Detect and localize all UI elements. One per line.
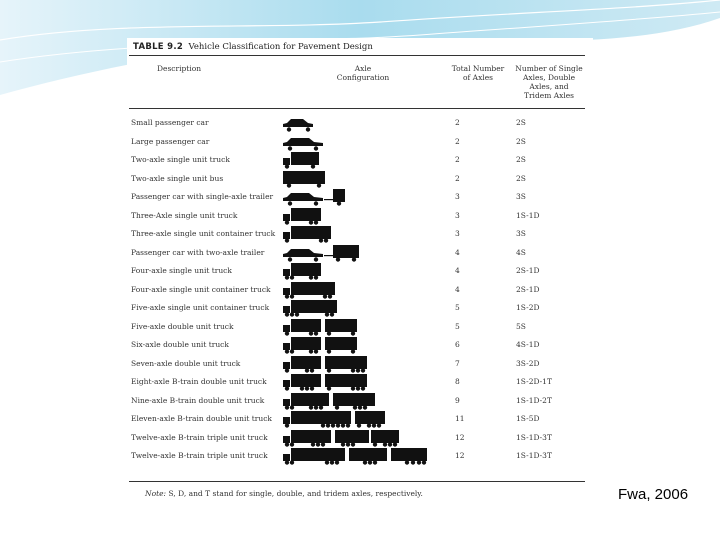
table-top-rule: [129, 55, 585, 56]
vehicle-description: Passenger car with two-axle trailer: [131, 247, 265, 257]
total-axles-value: 12: [455, 451, 465, 460]
table-row: [127, 355, 593, 374]
axle-types-value: 4S: [516, 247, 526, 257]
table-row: [127, 318, 593, 337]
axle-types-value: 2S-1D: [516, 284, 540, 294]
total-axles-value: 4: [455, 266, 460, 275]
vehicle-description: Large passenger car: [131, 136, 210, 146]
bus-silhouette-icon: [283, 171, 329, 188]
axle-types-value: 2S: [516, 118, 526, 127]
table-row: [127, 281, 593, 300]
total-axles-value: 12: [455, 432, 465, 442]
twelve-axle-btrain-2-silhouette-icon: [283, 448, 431, 465]
axle-types-value: 1S-5D: [516, 414, 540, 423]
axle-types-value: 5S: [516, 321, 526, 331]
table-row: [127, 207, 593, 226]
nine-axle-btrain-silhouette-icon: [283, 393, 379, 410]
table-row: [127, 429, 593, 448]
axle-types-value: 2S: [516, 173, 526, 183]
axle-types-value: 2S: [516, 155, 526, 164]
header-bottom-rule: [129, 108, 585, 109]
table-row: [127, 410, 593, 429]
car-trailer-1-silhouette-icon: [283, 189, 347, 206]
total-axles-value: 2: [455, 136, 460, 146]
table-row: [127, 114, 593, 133]
axle-types-value: 2S-1D: [516, 266, 540, 275]
total-axles-value: 3: [455, 229, 460, 238]
table-row: [127, 447, 593, 466]
axle-types-value: 1S-1D-2T: [516, 395, 552, 405]
axle-types-value: 1S-2D: [516, 303, 540, 312]
table-title: TABLE 9.2 Vehicle Classification for Pavement Design: [133, 42, 373, 52]
axle-types-value: 1S-1D-3T: [516, 432, 552, 442]
vehicle-description: Five-axle double unit truck: [131, 321, 234, 331]
table-row: [127, 188, 593, 207]
table-row: [127, 225, 593, 244]
five-axle-container-silhouette-icon: [283, 300, 341, 317]
table-row: [127, 392, 593, 411]
vehicle-description: Four-axle single unit container truck: [131, 284, 271, 294]
axle-types-value: 1S-1D: [516, 210, 540, 220]
vehicle-description: Seven-axle double unit truck: [131, 358, 241, 368]
axle-types-value: 4S-1D: [516, 340, 540, 349]
four-axle-container-silhouette-icon: [283, 282, 339, 299]
vehicle-description: Nine-axle B-train double unit truck: [131, 395, 265, 405]
source-credit: Fwa, 2006: [618, 486, 689, 503]
vehicle-description: Three-axle single unit container truck: [131, 229, 276, 238]
axle-types-value: 2S: [516, 136, 526, 146]
axle-types-value: 1S-2D-1T: [516, 377, 552, 386]
header-axle-types: Number of Single Axles, Double Axles, and Tridem Axles: [515, 64, 583, 100]
total-axles-value: 5: [455, 321, 460, 331]
total-axles-value: 7: [455, 358, 460, 368]
seven-axle-double-silhouette-icon: [283, 356, 371, 373]
eleven-axle-btrain-silhouette-icon: [283, 411, 387, 428]
five-axle-double-silhouette-icon: [283, 319, 361, 336]
table-document: [127, 38, 593, 500]
table-row: [127, 299, 593, 318]
table-row: [127, 262, 593, 281]
table-row: [127, 244, 593, 263]
vehicle-description: Eight-axle B-train double unit truck: [131, 377, 267, 386]
axle-types-value: 1S-1D-3T: [516, 451, 552, 460]
table-row: [127, 373, 593, 392]
table-row: [127, 170, 593, 189]
three-axle-truck-silhouette-icon: [283, 208, 325, 225]
axle-types-value: 3S-2D: [516, 358, 540, 368]
vehicle-description: Five-axle single unit container truck: [131, 303, 270, 312]
header-axle-configuration: Axle Configuration: [336, 64, 390, 82]
header-total-axles: Total Number of Axles: [451, 64, 505, 82]
table-row: [127, 151, 593, 170]
total-axles-value: 9: [455, 395, 460, 405]
axle-types-value: 3S: [516, 192, 526, 201]
total-axles-value: 2: [455, 173, 460, 183]
total-axles-value: 3: [455, 192, 460, 201]
small-car-silhouette-icon: [283, 115, 319, 132]
six-axle-double-silhouette-icon: [283, 337, 361, 354]
vehicle-description: Small passenger car: [131, 118, 209, 127]
large-car-silhouette-icon: [283, 134, 329, 151]
total-axles-value: 4: [455, 247, 460, 257]
total-axles-value: 11: [455, 414, 465, 423]
four-axle-truck-silhouette-icon: [283, 263, 325, 280]
total-axles-value: 8: [455, 377, 460, 386]
axle-types-value: 3S: [516, 229, 526, 238]
table-row: [127, 336, 593, 355]
vehicle-description: Four-axle single unit truck: [131, 266, 232, 275]
car-trailer-2-silhouette-icon: [283, 245, 363, 262]
vehicle-description: Passenger car with single-axle trailer: [131, 192, 274, 201]
vehicle-description: Three-Axle single unit truck: [131, 210, 238, 220]
vehicle-description: Six-axle double unit truck: [131, 340, 229, 349]
total-axles-value: 6: [455, 340, 460, 349]
total-axles-value: 2: [455, 155, 460, 164]
table-row: [127, 133, 593, 152]
eight-axle-btrain-silhouette-icon: [283, 374, 371, 391]
header-description: Description: [157, 64, 202, 73]
vehicle-description: Twelve-axle B-train triple unit truck: [131, 451, 268, 460]
total-axles-value: 4: [455, 284, 460, 294]
table-bottom-rule: [129, 481, 585, 482]
twelve-axle-btrain-silhouette-icon: [283, 430, 403, 447]
vehicle-description: Eleven-axle B-train double unit truck: [131, 414, 272, 423]
two-axle-truck-silhouette-icon: [283, 152, 323, 169]
total-axles-value: 2: [455, 118, 460, 127]
total-axles-value: 3: [455, 210, 460, 220]
vehicle-description: Twelve-axle B-train triple unit truck: [131, 432, 268, 442]
table-note: Note: S, D, and T stand for single, double, and tridem axles, respectively.: [145, 489, 423, 498]
total-axles-value: 5: [455, 303, 460, 312]
vehicle-description: Two-axle single unit truck: [131, 155, 230, 164]
three-axle-container-silhouette-icon: [283, 226, 335, 243]
vehicle-description: Two-axle single unit bus: [131, 173, 224, 183]
